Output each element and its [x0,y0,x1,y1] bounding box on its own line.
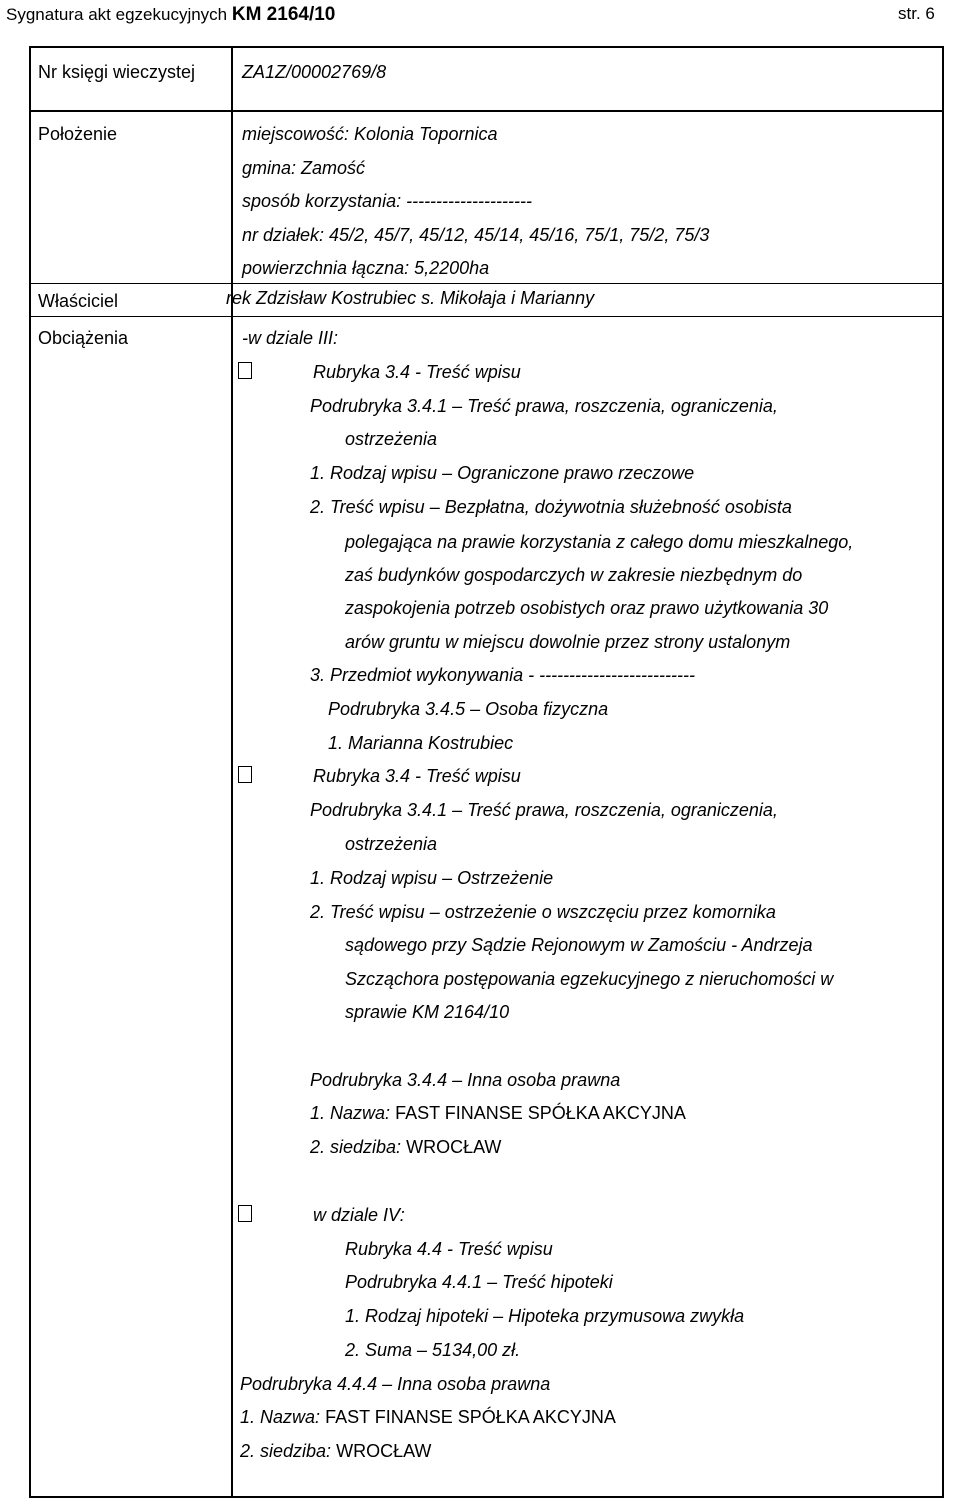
entry2-p2-line: sądowego przy Sądzie Rejonowym w Zamościu - Andrzeja [345,935,813,955]
entry1-osoba-name: 1. Marianna Kostrubiec [328,733,514,753]
row-divider-kw [29,110,944,112]
row-divider-obciazenia [29,316,944,317]
dzial4-nazwa-label: 1. Nazwa: [240,1407,321,1427]
page-number: str. 6 [898,4,935,23]
entry1-podrubryka-cont: ostrzeżenia [345,429,438,449]
row-divider-wlasciciel [29,283,944,284]
dzial4-heading: w dziale IV: [313,1205,405,1225]
obciazenia-label: Obciążenia [38,328,129,348]
dzial4-nazwa [240,1408,616,1426]
dzial4-nazwa-value: FAST FINANSE SPÓŁKA AKCYJNA [325,1407,616,1427]
entry1-p2-line: zaś budynków gospodarczych w zakresie niezbędnym do [345,565,803,585]
dzial4-siedziba-label: 2. siedziba: [240,1441,332,1461]
entry1-p1: 1. Rodzaj wpisu – Ograniczone prawo rzeczowe [310,463,695,483]
entry2-siedziba-label: 2. siedziba: [310,1137,402,1157]
entry1-p3: 3. Przedmiot wykonywania - -------------------------- [310,665,695,685]
dzial4-siedziba [240,1442,431,1460]
entry1-p2-line: polegająca na prawie korzystania z całego domu mieszkalnego, [345,532,854,552]
entry1-p2: 2. Treść wpisu – Bezpłatna, dożywotnia służebność osobista [310,497,792,517]
entry2-nazwa [310,1104,686,1122]
entry2-p2-line: Szcząchora postępowania egzekucyjnego z nieruchomości w [345,969,834,989]
entry1-rubryka: Rubryka 3.4 - Treść wpisu [313,362,521,382]
kw-label: Nr księgi wieczystej [38,62,196,82]
case-signature-prefix: Sygnatura akt egzekucyjnych [6,5,228,24]
entry1-p2-line: zaspokojenia potrzeb osobistych oraz prawo użytkowania 30 [345,598,829,618]
dzial4-rubryka: Rubryka 4.4 - Treść wpisu [345,1239,553,1259]
case-signature [6,5,335,24]
entry2-siedziba [310,1138,501,1156]
entry2-podrubryka: Podrubryka 3.4.1 – Treść prawa, roszczenia, ograniczenia, [310,800,778,820]
entry2-p1: 1. Rodzaj wpisu – Ostrzeżenie [310,868,554,888]
wlasciciel-label: Właściciel [38,291,119,311]
entry1-p2-line: arów gruntu w miejscu dowolnie przez strony ustalonym [345,632,791,652]
dzial4-p2: 2. Suma – 5134,00 zł. [345,1340,521,1360]
dzial4-podrubryka: Podrubryka 4.4.1 – Treść hipoteki [345,1272,613,1292]
entry2-nazwa-label: 1. Nazwa: [310,1103,391,1123]
entry2-podrubryka-cont: ostrzeżenia [345,834,438,854]
kw-value: ZA1Z/00002769/8 [242,62,387,82]
case-number: KM 2164/10 [231,4,336,25]
entry1-podrubryka: Podrubryka 3.4.1 – Treść prawa, roszczenia, ograniczenia, [310,396,778,416]
entry2-inna: Podrubryka 3.4.4 – Inna osoba prawna [310,1070,621,1090]
entry2-nazwa-value: FAST FINANSE SPÓŁKA AKCYJNA [395,1103,686,1123]
column-divider [231,46,233,1498]
entry1-osoba: Podrubryka 3.4.5 – Osoba fizyczna [328,699,609,719]
dzial4-p1: 1. Rodzaj hipoteki – Hipoteka przymusowa zwykła [345,1306,745,1326]
dzial3-heading: -w dziale III: [242,328,339,348]
bullet-icon [238,362,252,379]
entry2-rubryka: Rubryka 3.4 - Treść wpisu [313,766,521,786]
entry2-p2: 2. Treść wpisu – ostrzeżenie o wszczęciu przez komornika [310,902,776,922]
polozenie-label: Położenie [38,124,118,144]
wlasciciel-value: rek Zdzisław Kostrubiec s. Mikołaja i Marianny [226,288,595,308]
polozenie-line: powierzchnia łączna: 5,2200ha [242,258,490,278]
polozenie-line: gmina: Zamość [242,158,366,178]
polozenie-line: nr działek: 45/2, 45/7, 45/12, 45/14, 45/16, 75/1, 75/2, 75/3 [242,225,710,245]
bullet-icon [238,1205,252,1222]
entry2-siedziba-value: WROCŁAW [406,1137,502,1157]
entry2-p2-line: sprawie KM 2164/10 [345,1002,510,1022]
polozenie-line: sposób korzystania: --------------------- [242,191,532,211]
bullet-icon [238,766,252,783]
dzial4-siedziba-value: WROCŁAW [336,1441,432,1461]
dzial4-inna: Podrubryka 4.4.4 – Inna osoba prawna [240,1374,551,1394]
polozenie-line: miejscowość: Kolonia Topornica [242,124,498,144]
